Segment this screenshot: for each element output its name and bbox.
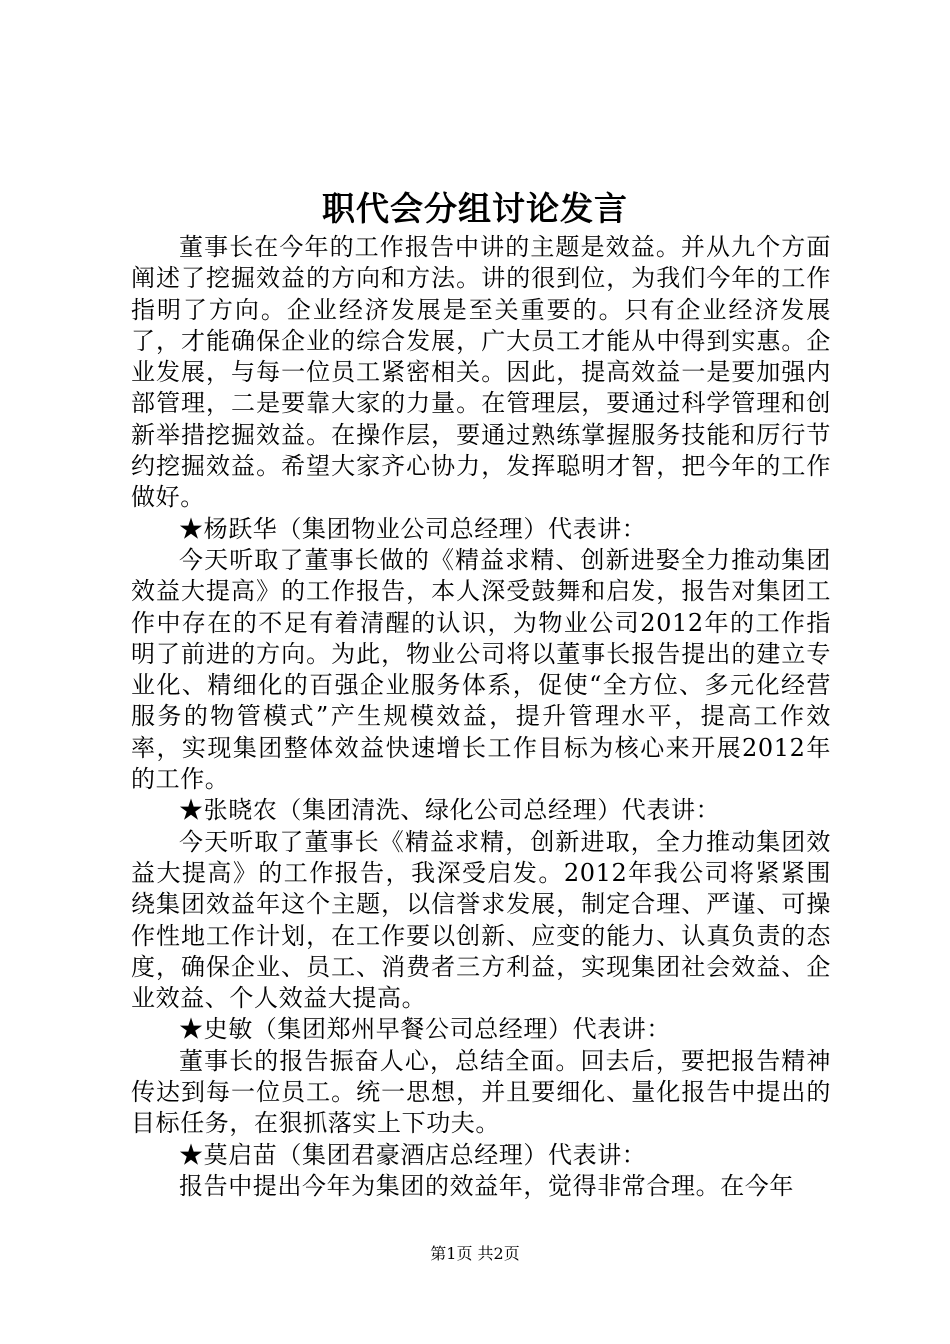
paragraph-intro: 董事长在今年的工作报告中讲的主题是效益。并从九个方面阐述了挖掘效益的方向和方法。讲的很到位，为我们今年的工作指明了方向。企业经济发展是至关重要的。只有企业经济发展了，才能确保企业的综合发展，广大员工才能从中得到实惠。企业发展，与每一位员工紧密相关。因此，提高效益一是要加强内部管理，二是要靠大家的力量。在管理层，要通过科学管理和创新举措挖掘效益。在操作层，要通过熟练掌握服务技能和厉行节约挖掘效益。希望大家齐心协力，发挥聪明才智，把今年的工作做好。 (131, 233, 831, 512)
document-body (131, 232, 831, 1202)
speaker-heading-zhang: ★张晓农（集团清洗、绿化公司总经理）代表讲： (179, 796, 721, 825)
paragraph-mo: 报告中提出今年为集团的效益年，觉得非常合理。在今年 (179, 1171, 794, 1200)
paragraph-shi: 董事长的报告振奋人心，总结全面。回去后，要把报告精神传达到每一位员工。统一思想，并且要细化、量化报告中提出的目标任务，在狠抓落实上下功夫。 (131, 1046, 831, 1138)
speaker-heading-mo: ★莫启苗（集团君豪酒店总经理）代表讲： (179, 1140, 647, 1169)
speaker-heading-shi: ★史敏（集团郑州早餐公司总经理）代表讲： (179, 1015, 671, 1044)
page-footer: 第1页 共2页 (430, 1244, 520, 1263)
paragraph-zhang: 今天听取了董事长《精益求精，创新进取，全力推动集团效益大提高》的工作报告，我深受启发。2012年我公司将紧紧围绕集团效益年这个主题，以信誉求发展，制定合理、严谨、可操作性地工作计划，在工作要以创新、应变的能力、认真负责的态度，确保企业、员工、消费者三方利益，实现集团社会效益、企业效益、个人效益大提高。 (131, 827, 831, 1013)
paragraph-yang: 今天听取了董事长做的《精益求精、创新进娶全力推动集团效益大提高》的工作报告，本人深受鼓舞和启发，报告对集团工作中存在的不足有着清醒的认识，为物业公司2012年的工作指明了前进的方向。为此，物业公司将以董事长报告提出的建立专业化、精细化的百强企业服务体系，促使“全方位、多元化经营服务的物管模式”产生规模效益，提升管理水平，提高工作效率，实现集团整体效益快速增长工作目标为核心来开展2012年的工作。 (131, 545, 831, 794)
speaker-heading-yang: ★杨跃华（集团物业公司总经理）代表讲： (179, 514, 647, 543)
document-title: 职代会分组讨论发言 (322, 189, 628, 228)
